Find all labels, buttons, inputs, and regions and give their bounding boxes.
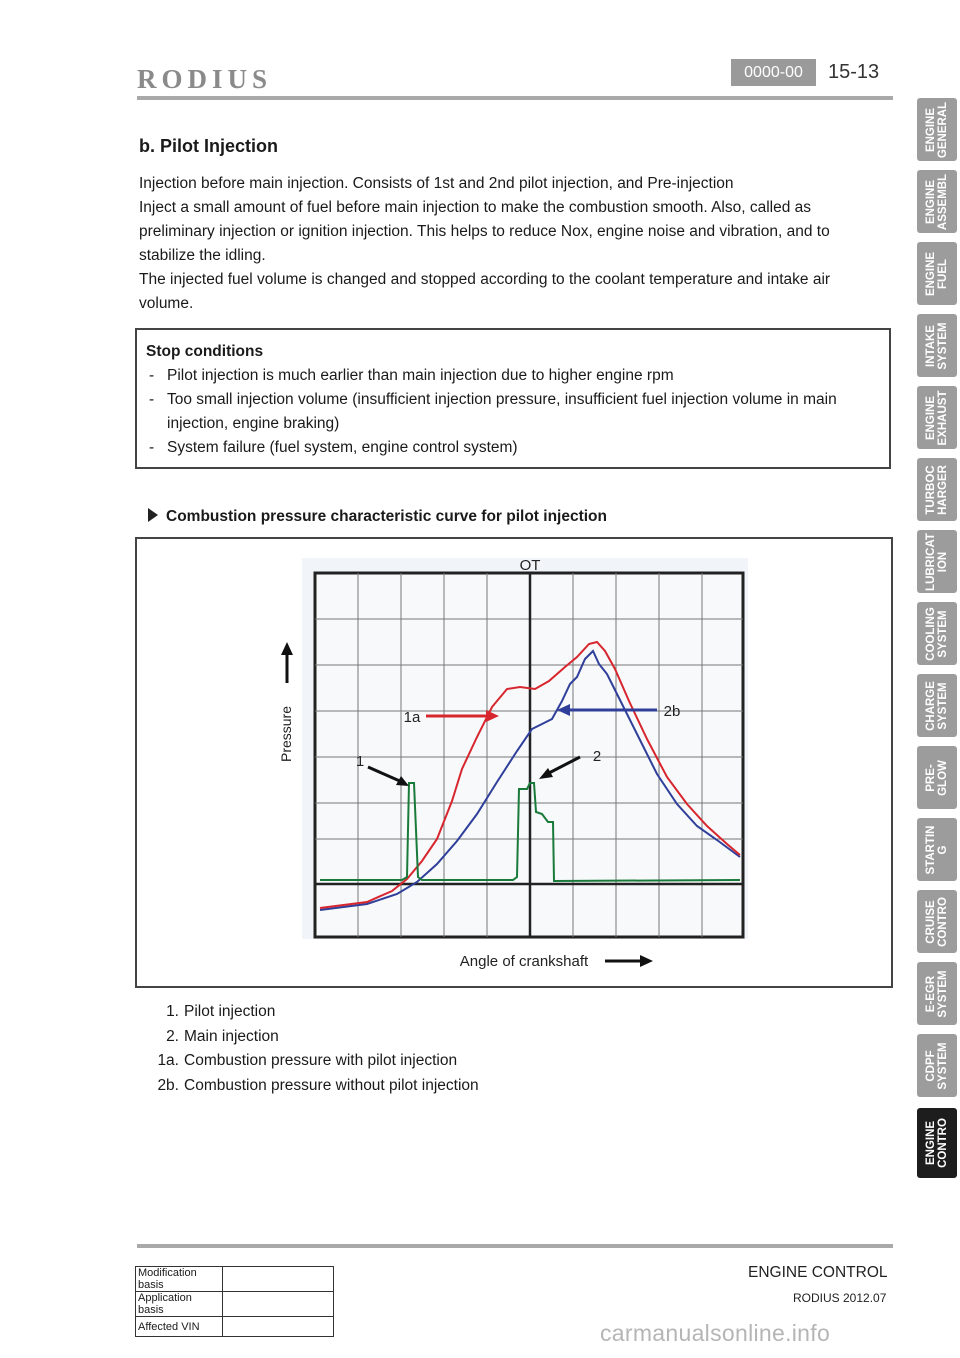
tab-engine-fuel[interactable] — [917, 242, 957, 305]
tab-cruise-control[interactable] — [917, 890, 957, 953]
intro-paragraph — [139, 172, 884, 316]
tab-cooling-system[interactable] — [917, 602, 957, 665]
paragraph-line: stabilize the idling. — [139, 247, 266, 264]
footer-chapter-title: ENGINE CONTROL — [748, 1264, 888, 1281]
tab-label: CDPF SYSTEM — [925, 1041, 949, 1090]
page-number: 15-13 — [828, 61, 880, 83]
footer-edition: RODIUS 2012.07 — [793, 1291, 887, 1305]
tab-label: ENGINE EXHAUST — [925, 390, 949, 445]
paragraph-line: preliminary injection or ignition injection. This helps to reduce Nox, engine noise and vibration, and to — [139, 223, 830, 240]
tab-e-egr-system[interactable] — [917, 962, 957, 1025]
callout-1a-label: 1a — [403, 709, 421, 726]
tab-lubrication[interactable] — [917, 530, 957, 593]
tab-label: E-EGR SYSTEM — [925, 969, 949, 1018]
tab-charge-system[interactable] — [917, 674, 957, 737]
tab-label: ENGINE GENERAL — [925, 101, 949, 158]
legend-item — [139, 1000, 479, 1025]
tab-label: INTAKE SYSTEM — [925, 321, 949, 370]
table-cell-value — [223, 1292, 334, 1317]
tab-label: STARTIN G — [925, 825, 949, 874]
tab-turbocharger[interactable] — [917, 458, 957, 521]
ot-label: OT — [519, 557, 541, 574]
header-divider — [137, 96, 893, 100]
legend-item — [139, 1049, 479, 1074]
tab-pre-glow[interactable] — [917, 746, 957, 809]
callout-2b-label: 2b — [663, 703, 681, 720]
tab-label: LUBRICAT ION — [925, 532, 949, 591]
tab-starting[interactable] — [917, 818, 957, 881]
angle-axis-arrow-icon — [640, 955, 653, 967]
figure-frame — [135, 537, 893, 988]
tab-engine-control[interactable] — [917, 1108, 957, 1178]
tab-label: TURBOC HARGER — [925, 464, 949, 515]
tab-engine-exhaust[interactable] — [917, 386, 957, 449]
dash-bullet: - — [149, 391, 155, 408]
legend-text: Combustion pressure with pilot injection — [184, 1052, 458, 1069]
paragraph-line: Injection before main injection. Consists of 1st and 2nd pilot injection, and Pre-injection — [139, 175, 734, 192]
watermark-text: carmanualsonline.info — [600, 1320, 831, 1346]
paragraph-line: The injected fuel volume is changed and stopped according to the coolant temperature and intake air — [139, 271, 831, 288]
pressure-curve-diagram — [137, 539, 891, 986]
triangle-bullet-icon — [148, 508, 158, 522]
tab-label: ENGINE ASSEMBL — [925, 173, 949, 230]
section-title: b. Pilot Injection — [139, 136, 278, 156]
legend-item — [139, 1025, 479, 1050]
footer-divider — [137, 1244, 893, 1248]
table-cell-value — [223, 1317, 334, 1337]
tab-label: PRE- GLOW — [925, 759, 949, 796]
tab-intake-system[interactable] — [917, 314, 957, 377]
y-axis-label: Pressure — [278, 705, 294, 763]
paragraph-line: Inject a small amount of fuel before main injection to make the combustion smooth. Also, called as — [139, 199, 812, 216]
stop-conditions-title: Stop conditions — [146, 343, 264, 360]
table-cell-label: Application basis — [136, 1292, 223, 1317]
x-axis-label: Angle of crankshaft — [459, 953, 589, 970]
tab-label: CHARGE SYSTEM — [925, 680, 949, 731]
stop-conditions-box — [135, 328, 891, 469]
tab-engine-assembly[interactable] — [917, 170, 957, 233]
callout-1-label: 1 — [355, 753, 365, 770]
table-row — [136, 1292, 334, 1317]
stop-conditions-list — [146, 364, 876, 460]
dash-bullet: - — [149, 439, 155, 456]
legend-text: Combustion pressure without pilot injection — [184, 1076, 479, 1094]
tab-label: COOLING SYSTEM — [925, 606, 949, 661]
figure-legend — [139, 1000, 479, 1098]
figure-caption-text: Combustion pressure characteristic curve for pilot injection — [166, 508, 607, 525]
legend-number: 2. — [166, 1027, 179, 1045]
legend-text: Pilot injection — [184, 1003, 276, 1020]
callout-2-label: 2 — [592, 748, 602, 765]
table-row — [136, 1317, 334, 1337]
dash-bullet: - — [149, 367, 155, 384]
list-item — [146, 388, 876, 436]
list-item — [146, 364, 876, 388]
figure-caption — [148, 508, 607, 526]
legend-number: 1. — [166, 1003, 179, 1020]
revision-table — [135, 1266, 334, 1337]
legend-item — [139, 1074, 479, 1099]
brand-logo: RODIUS — [137, 64, 273, 94]
table-cell-value — [223, 1267, 334, 1292]
list-item-text: Pilot injection is much earlier than main injection due to higher engine rpm — [167, 367, 674, 384]
table-row — [136, 1267, 334, 1292]
list-item-text: System failure (fuel system, engine control system) — [167, 439, 518, 456]
paragraph-line: volume. — [139, 295, 194, 312]
tab-engine-general[interactable] — [917, 98, 957, 161]
list-item-text: injection, engine braking) — [167, 415, 340, 432]
legend-text: Main injection — [184, 1027, 279, 1045]
section-code-badge: 0000-00 — [731, 59, 816, 86]
tab-cdpf-system[interactable] — [917, 1034, 957, 1097]
legend-number: 1a. — [157, 1052, 179, 1069]
table-cell-label: Modification basis — [136, 1267, 223, 1292]
table-cell-label: Affected VIN — [136, 1317, 223, 1337]
list-item-text: Too small injection volume (insufficient injection pressure, insufficient fuel injection volume in main — [167, 391, 837, 408]
tab-label: CRUISE CONTRO — [925, 896, 949, 947]
tab-label: ENGINE FUEL — [925, 251, 949, 296]
list-item — [146, 436, 876, 460]
tab-label: ENGINE CONTRO — [925, 1118, 949, 1168]
legend-number: 2b. — [157, 1076, 179, 1094]
pressure-axis-arrow-icon — [281, 642, 293, 655]
